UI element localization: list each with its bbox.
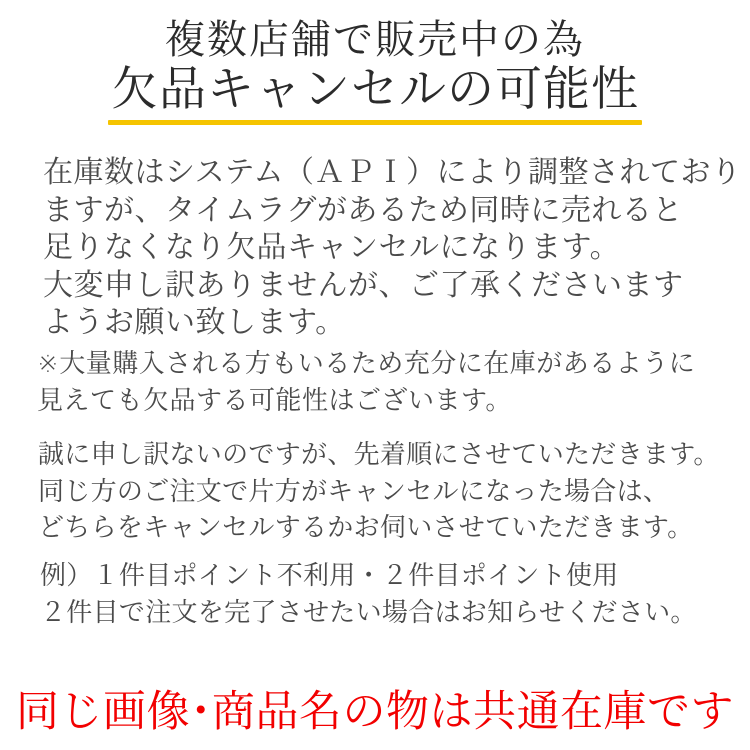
paragraph-line: 大変申し訳ありませんが、ご了承くださいます (43, 268, 684, 302)
example-paragraph (40, 557, 697, 631)
paragraph-line: ※大量購入される方もいるため充分に在庫があるように (37, 348, 696, 378)
paragraph-line: 足りなくなり欠品キャンセルになります。 (43, 231, 621, 264)
first-come-first-served-paragraph (38, 436, 720, 546)
stock-adjustment-paragraph (43, 154, 742, 342)
title-underline-decoration (108, 120, 642, 125)
paragraph-line: どちらをキャンセルするかお伺いさせていただきます。 (38, 512, 694, 542)
paragraph-line: 同じ方のご注文で片方がキャンセルになった場合は、 (38, 475, 670, 506)
paragraph-line: ようお願い致します。 (43, 306, 346, 339)
paragraph-line: 見えても欠品する可能性はございます。 (37, 385, 512, 415)
bulk-purchase-note-paragraph (37, 345, 695, 419)
paragraph-line: ２件目で注文を完了させたい場合はお知らせください。 (40, 597, 697, 627)
page-title-line1: 複数店舗で販売中の為 (165, 18, 585, 62)
paragraph-line: 例）１件目ポイント不利用・２件目ポイント使用 (40, 560, 619, 590)
paragraph-line: 在庫数はシステム（ＡＰＩ）により調整されており (43, 156, 742, 189)
page-title-line2: 欠品キャンセルの可能性 (111, 62, 639, 115)
paragraph-line: ますが、タイムラグがあるため同時に売れると (43, 193, 683, 227)
paragraph-line: 誠に申し訳ないのですが、先着順にさせていただきます。 (38, 439, 720, 469)
shared-stock-warning: 同じ画像･商品名の物は共通在庫です (16, 688, 734, 736)
